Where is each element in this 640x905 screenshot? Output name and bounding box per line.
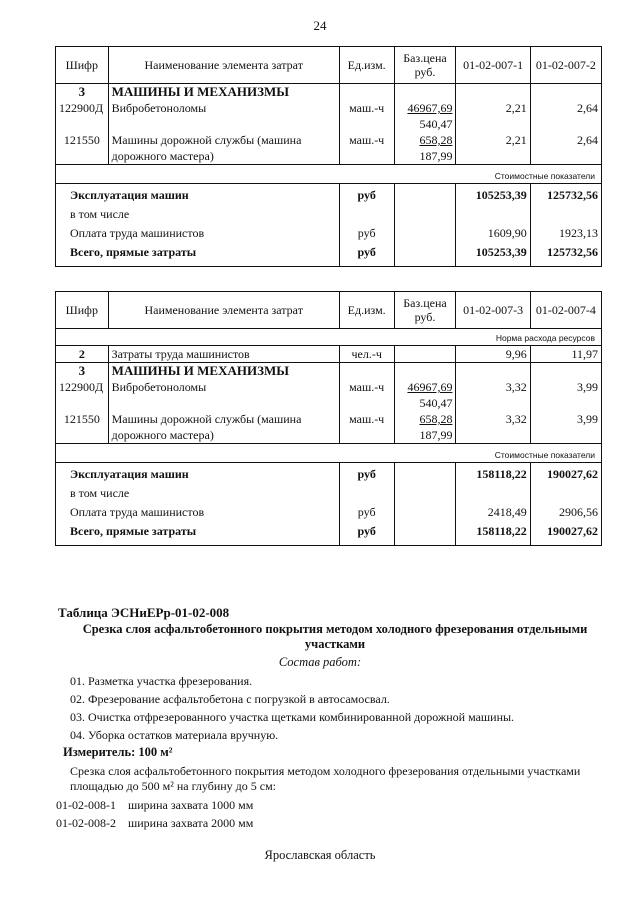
summary-row-labor bbox=[56, 501, 602, 520]
summary-value-1: 1609,90 bbox=[456, 222, 530, 241]
summary-row-exploitation bbox=[56, 463, 602, 483]
summary-unit: руб bbox=[339, 520, 394, 546]
row-name: Вибробетоноломы bbox=[108, 379, 339, 411]
row-price-bottom: 540,47 bbox=[419, 117, 453, 131]
row-code: 121550 bbox=[56, 411, 109, 444]
summary-value-1: 158118,22 bbox=[456, 520, 530, 546]
header-unit: Ед.изм. bbox=[339, 292, 394, 329]
work-item: 03. Очистка отфрезерованного участка щетками комбинированной дорожной машины. bbox=[70, 710, 515, 724]
cost-table-2 bbox=[55, 291, 602, 546]
summary-row-total bbox=[56, 520, 602, 546]
section-title-text: Срезка слоя асфальтобетонного покрытия методом холодного фрезерования отдельными участками bbox=[82, 622, 588, 651]
row-value-1: 9,96 bbox=[456, 346, 530, 363]
variant-code: 01-02-008-2 bbox=[56, 816, 116, 830]
summary-value-1: 105253,39 bbox=[456, 241, 530, 267]
summary-row-including bbox=[56, 203, 602, 222]
row-value-1: 2,21 bbox=[456, 100, 530, 132]
summary-row-including bbox=[56, 482, 602, 501]
row-name: Машины дорожной службы (машина дорожного мастера) bbox=[108, 132, 339, 165]
summary-row-total bbox=[56, 241, 602, 267]
meter-unit: Измеритель: 100 м² bbox=[63, 745, 173, 759]
row-price-top: 658,28 bbox=[419, 133, 453, 147]
summary-unit: руб bbox=[339, 184, 394, 204]
header-name: Наименование элемента затрат bbox=[108, 47, 339, 84]
summary-value-1: 2418,49 bbox=[456, 501, 530, 520]
summary-label: Оплата труда машинистов bbox=[56, 222, 340, 241]
row-price-bottom: 187,99 bbox=[419, 149, 453, 163]
row-unit: маш.-ч bbox=[339, 100, 394, 132]
header-base-price: Баз.цена руб. bbox=[394, 292, 456, 329]
header-col-2: 01-02-007-2 bbox=[530, 47, 601, 84]
variant-item bbox=[56, 816, 253, 831]
row-code: 122900Д bbox=[56, 379, 109, 411]
summary-including: в том числе bbox=[56, 482, 340, 501]
cost-table-1 bbox=[55, 46, 602, 267]
summary-label: Всего, прямые затраты bbox=[56, 520, 340, 546]
row-name: Вибробетоноломы bbox=[108, 100, 339, 132]
table-row bbox=[56, 132, 602, 165]
row-price-bottom: 187,99 bbox=[419, 428, 453, 442]
header-col-1: 01-02-007-1 bbox=[456, 47, 530, 84]
header-col-1: 01-02-007-3 bbox=[456, 292, 530, 329]
row-code: 121550 bbox=[56, 132, 109, 165]
summary-value-2: 190027,62 bbox=[530, 463, 601, 483]
header-col-2: 01-02-007-4 bbox=[530, 292, 601, 329]
summary-unit: руб bbox=[339, 241, 394, 267]
row-price-top: 46967,69 bbox=[407, 101, 453, 115]
row-unit: маш.-ч bbox=[339, 132, 394, 165]
summary-value-2: 125732,56 bbox=[530, 241, 601, 267]
variant-text: ширина захвата 2000 мм bbox=[128, 816, 254, 830]
table-row bbox=[56, 100, 602, 132]
labor-row bbox=[56, 346, 602, 363]
indicators-label: Стоимостные показатели bbox=[56, 444, 602, 463]
summary-value-2: 1923,13 bbox=[530, 222, 601, 241]
section-row bbox=[56, 363, 602, 380]
summary-value-2: 2906,56 bbox=[530, 501, 601, 520]
row-code: 122900Д bbox=[56, 100, 109, 132]
row-unit: маш.-ч bbox=[339, 379, 394, 411]
section-row bbox=[56, 84, 602, 101]
summary-label: Оплата труда машинистов bbox=[56, 501, 340, 520]
page-number: 24 bbox=[313, 18, 327, 33]
table-header-row bbox=[56, 292, 602, 329]
summary-label: Эксплуатация машин bbox=[56, 184, 340, 204]
table-heading: Таблица ЭСНиЕРр-01-02-008 bbox=[58, 605, 230, 620]
row-price-top: 46967,69 bbox=[407, 380, 453, 394]
row-value-1: 2,21 bbox=[456, 132, 530, 165]
header-code: Шифр bbox=[56, 292, 109, 329]
summary-value-2: 125732,56 bbox=[530, 184, 601, 204]
summary-unit: руб bbox=[339, 501, 394, 520]
header-name: Наименование элемента затрат bbox=[108, 292, 339, 329]
summary-row-labor bbox=[56, 222, 602, 241]
summary-label: Эксплуатация машин bbox=[56, 463, 340, 483]
summary-row-exploitation bbox=[56, 184, 602, 204]
summary-label: Всего, прямые затраты bbox=[56, 241, 340, 267]
row-name: Затраты труда машинистов bbox=[108, 346, 339, 363]
norm-label: Норма расхода ресурсов bbox=[56, 329, 602, 346]
header-code: Шифр bbox=[56, 47, 109, 84]
page-footer: Ярославская область bbox=[264, 848, 376, 862]
indicators-label: Стоимостные показатели bbox=[56, 165, 602, 184]
indicators-row bbox=[56, 444, 602, 463]
summary-value-1: 158118,22 bbox=[456, 463, 530, 483]
variant-code: 01-02-008-1 bbox=[56, 798, 116, 812]
header-unit: Ед.изм. bbox=[339, 47, 394, 84]
row-price-top: 658,28 bbox=[419, 412, 453, 426]
indicators-row bbox=[56, 165, 602, 184]
table-header-row bbox=[56, 47, 602, 84]
row-value-1: 3,32 bbox=[456, 411, 530, 444]
variant-text: ширина захвата 1000 мм bbox=[128, 798, 254, 812]
row-value-2: 2,64 bbox=[530, 132, 601, 165]
row-value-2: 11,97 bbox=[530, 346, 601, 363]
work-composition-label: Состав работ: bbox=[278, 655, 362, 669]
summary-unit: руб bbox=[339, 222, 394, 241]
row-name: Машины дорожной службы (машина дорожного мастера) bbox=[108, 411, 339, 444]
section-number: 3 bbox=[56, 363, 109, 380]
work-item: 02. Фрезерование асфальтобетона с погрузкой в автосамосвал. bbox=[70, 692, 390, 706]
section-title: МАШИНЫ И МЕХАНИЗМЫ bbox=[108, 363, 339, 380]
row-value-2: 3,99 bbox=[530, 411, 601, 444]
row-value-1: 3,32 bbox=[456, 379, 530, 411]
work-item: 01. Разметка участка фрезерования. bbox=[70, 674, 253, 688]
row-value-2: 2,64 bbox=[530, 100, 601, 132]
row-unit: маш.-ч bbox=[339, 411, 394, 444]
work-item: 04. Уборка остатков материала вручную. bbox=[70, 728, 279, 742]
section-title: МАШИНЫ И МЕХАНИЗМЫ bbox=[108, 84, 339, 101]
summary-including: в том числе bbox=[56, 203, 340, 222]
header-base-price: Баз.цена руб. bbox=[394, 47, 456, 84]
table-row bbox=[56, 379, 602, 411]
section-number: 3 bbox=[56, 84, 109, 101]
summary-value-1: 105253,39 bbox=[456, 184, 530, 204]
norm-row bbox=[56, 329, 602, 346]
table-row bbox=[56, 411, 602, 444]
row-unit: чел.-ч bbox=[339, 346, 394, 363]
variant-item bbox=[56, 798, 253, 813]
row-code: 2 bbox=[56, 346, 109, 363]
summary-unit: руб bbox=[339, 463, 394, 483]
summary-value-2: 190027,62 bbox=[530, 520, 601, 546]
row-price-bottom: 540,47 bbox=[419, 396, 453, 410]
section-description: Срезка слоя асфальтобетонного покрытия методом холодного фрезерования отдельными участками площадью до 500 м² на глубину до 5 см: bbox=[70, 764, 581, 793]
row-value-2: 3,99 bbox=[530, 379, 601, 411]
